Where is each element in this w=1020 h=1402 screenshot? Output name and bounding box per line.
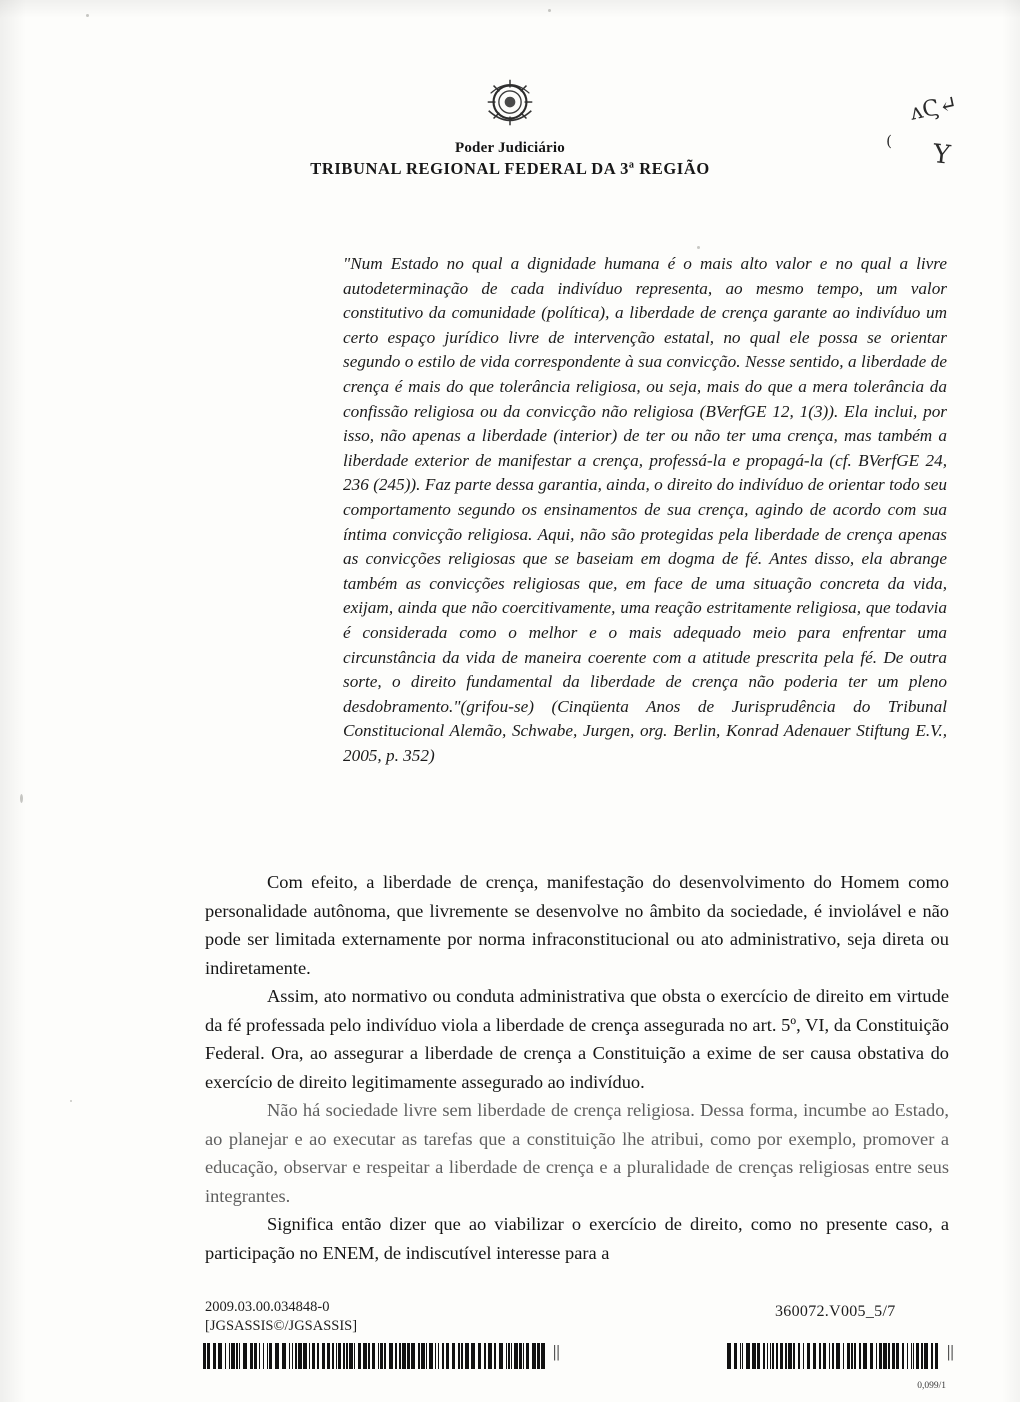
- court-branch-label: Poder Judiciário: [454, 140, 565, 156]
- scan-speck: [86, 14, 89, 17]
- process-number-label: 2009.03.00.034848-0: [205, 1299, 330, 1315]
- user-stamp-label: [JGSASSIS©/JGSASSIS]: [205, 1318, 358, 1334]
- page-edge-shadow-top: [0, 0, 1020, 18]
- quotation-text: "Num Estado no qual a dignidade humana é o mais alto valor e no qual a livre autodeterminação de cada indivíduo representa, ao mesmo tempo, um valor constitutivo da comunidade (política), a liberdade de crença garante ao indivíduo um certo espaço jurídico livre de intervenção estatal, no qual ele possa se orientar segundo o estilo de vida correspondente à sua convicção. Nesse sentido, a liberdade de crença é mais do que tolerância religiosa, ou seja, mais do que a mera tolerância da confissão religiosa ou da convicção não religiosa (BVerfGE 12, 1(3)). Ela inclui, por isso, não apenas a liberdade (interior) de ter ou não ter uma crença, mas também a liberdade exterior de manifestar a crença, professá-la e propagá-la (cf. BVerfGE 24, 236 (245)). Faz parte dessa garantia, ainda, o direito do indivíduo de orientar todo seu comportamento segundo os ensinamentos de sua crença, agindo de acordo com sua íntima convicção religiosa. Aqui, não são protegidas pela liberdade de crença apenas as convicções religiosas que se baseiam em dogma de fé. Antes disso, ela abrange também as convicções religiosas que, em face de uma situação concreta da vida, exijam, ainda que não coercitivamente, uma reação estritamente religiosa, que todavia é considerada como o melhor e o mais adequado meio para enfrentar uma circunstância da vida de maneira coerente com a atitude prescrita pela fé. De outra sorte, o direito fundamental da liberdade de crença não poderia ter um pleno desdobramento."(grifou-se) (Cinqüenta Anos de Jurisprudência do Tribunal Constitucional Alemão, Schwabe, Jurgen, org. Berlin, Konrad Adenauer Stiftung E.V., 2005, p. 352): [343, 254, 947, 765]
- paragraph-1: Com efeito, a liberdade de crença, manifestação do desenvolvimento do Homem como personalidade autônoma, que livremente se desenvolve no âmbito da sociedade, é inviolável e não pode ser limitada externamente por norma infraconstitucional ou ato administrativo, seja direta ou indiretamente.: [205, 872, 949, 978]
- handwritten-annotation-1: ʌϚ↵: [908, 91, 961, 126]
- scan-speck: [548, 9, 551, 12]
- handwritten-annotation-3: (: [886, 132, 892, 150]
- barcode-right-tail: ||: [947, 1342, 954, 1361]
- paragraph-2: Assim, ato normativo ou conduta administrativa que obsta o exercício de direito em virtude da fé professada pelo indivíduo viola a liberdade de crença assegurada no art. 5º, VI, da Constituição Federal. Ora, ao assegurar a liberdade de crença a Constituição a exime de ser causa obstativa do exercício de direito legitimamente assegurado ao indivíduo.: [205, 986, 949, 1092]
- barcode-doc-reference: [727, 1343, 941, 1369]
- barcode-left-tail: ||: [553, 1342, 560, 1361]
- micro-code-label: 0,099/1: [917, 1381, 946, 1391]
- paragraph-3: Não há sociedade livre sem liberdade de crença religiosa. Dessa forma, incumbe ao Estado, ao planejar e ao executar as tarefas que a constituição lhe atribui, como por exemplo, promover a educação, observar e respeitar a liberdade de crença e a pluralidade de crenças religiosas entre seus integrantes.: [205, 1100, 949, 1206]
- handwritten-annotation-2: Y: [931, 139, 952, 171]
- scan-speck: [70, 1100, 72, 1102]
- brazil-coat-of-arms-icon: [479, 72, 541, 134]
- page-edge-shadow-left: [0, 0, 26, 1402]
- page-edge-shadow-right: [1002, 0, 1020, 1402]
- document-reference-label: 360072.V005_5/7: [775, 1303, 896, 1320]
- quotation-block: [343, 252, 947, 768]
- paragraph-4: Significa então dizer que ao viabilizar o exercício de direito, como no presente caso, a participação no ENEM, de indiscutível interesse para a: [205, 1214, 949, 1263]
- document-body: [205, 868, 949, 1267]
- scan-speck: [20, 794, 23, 803]
- barcode-process-number: [203, 1343, 547, 1369]
- scan-speck: [697, 246, 700, 249]
- document-header: [0, 72, 1020, 179]
- court-name-label: TRIBUNAL REGIONAL FEDERAL DA 3ª REGIÃO: [310, 159, 710, 178]
- footer-left-block: [205, 1298, 357, 1336]
